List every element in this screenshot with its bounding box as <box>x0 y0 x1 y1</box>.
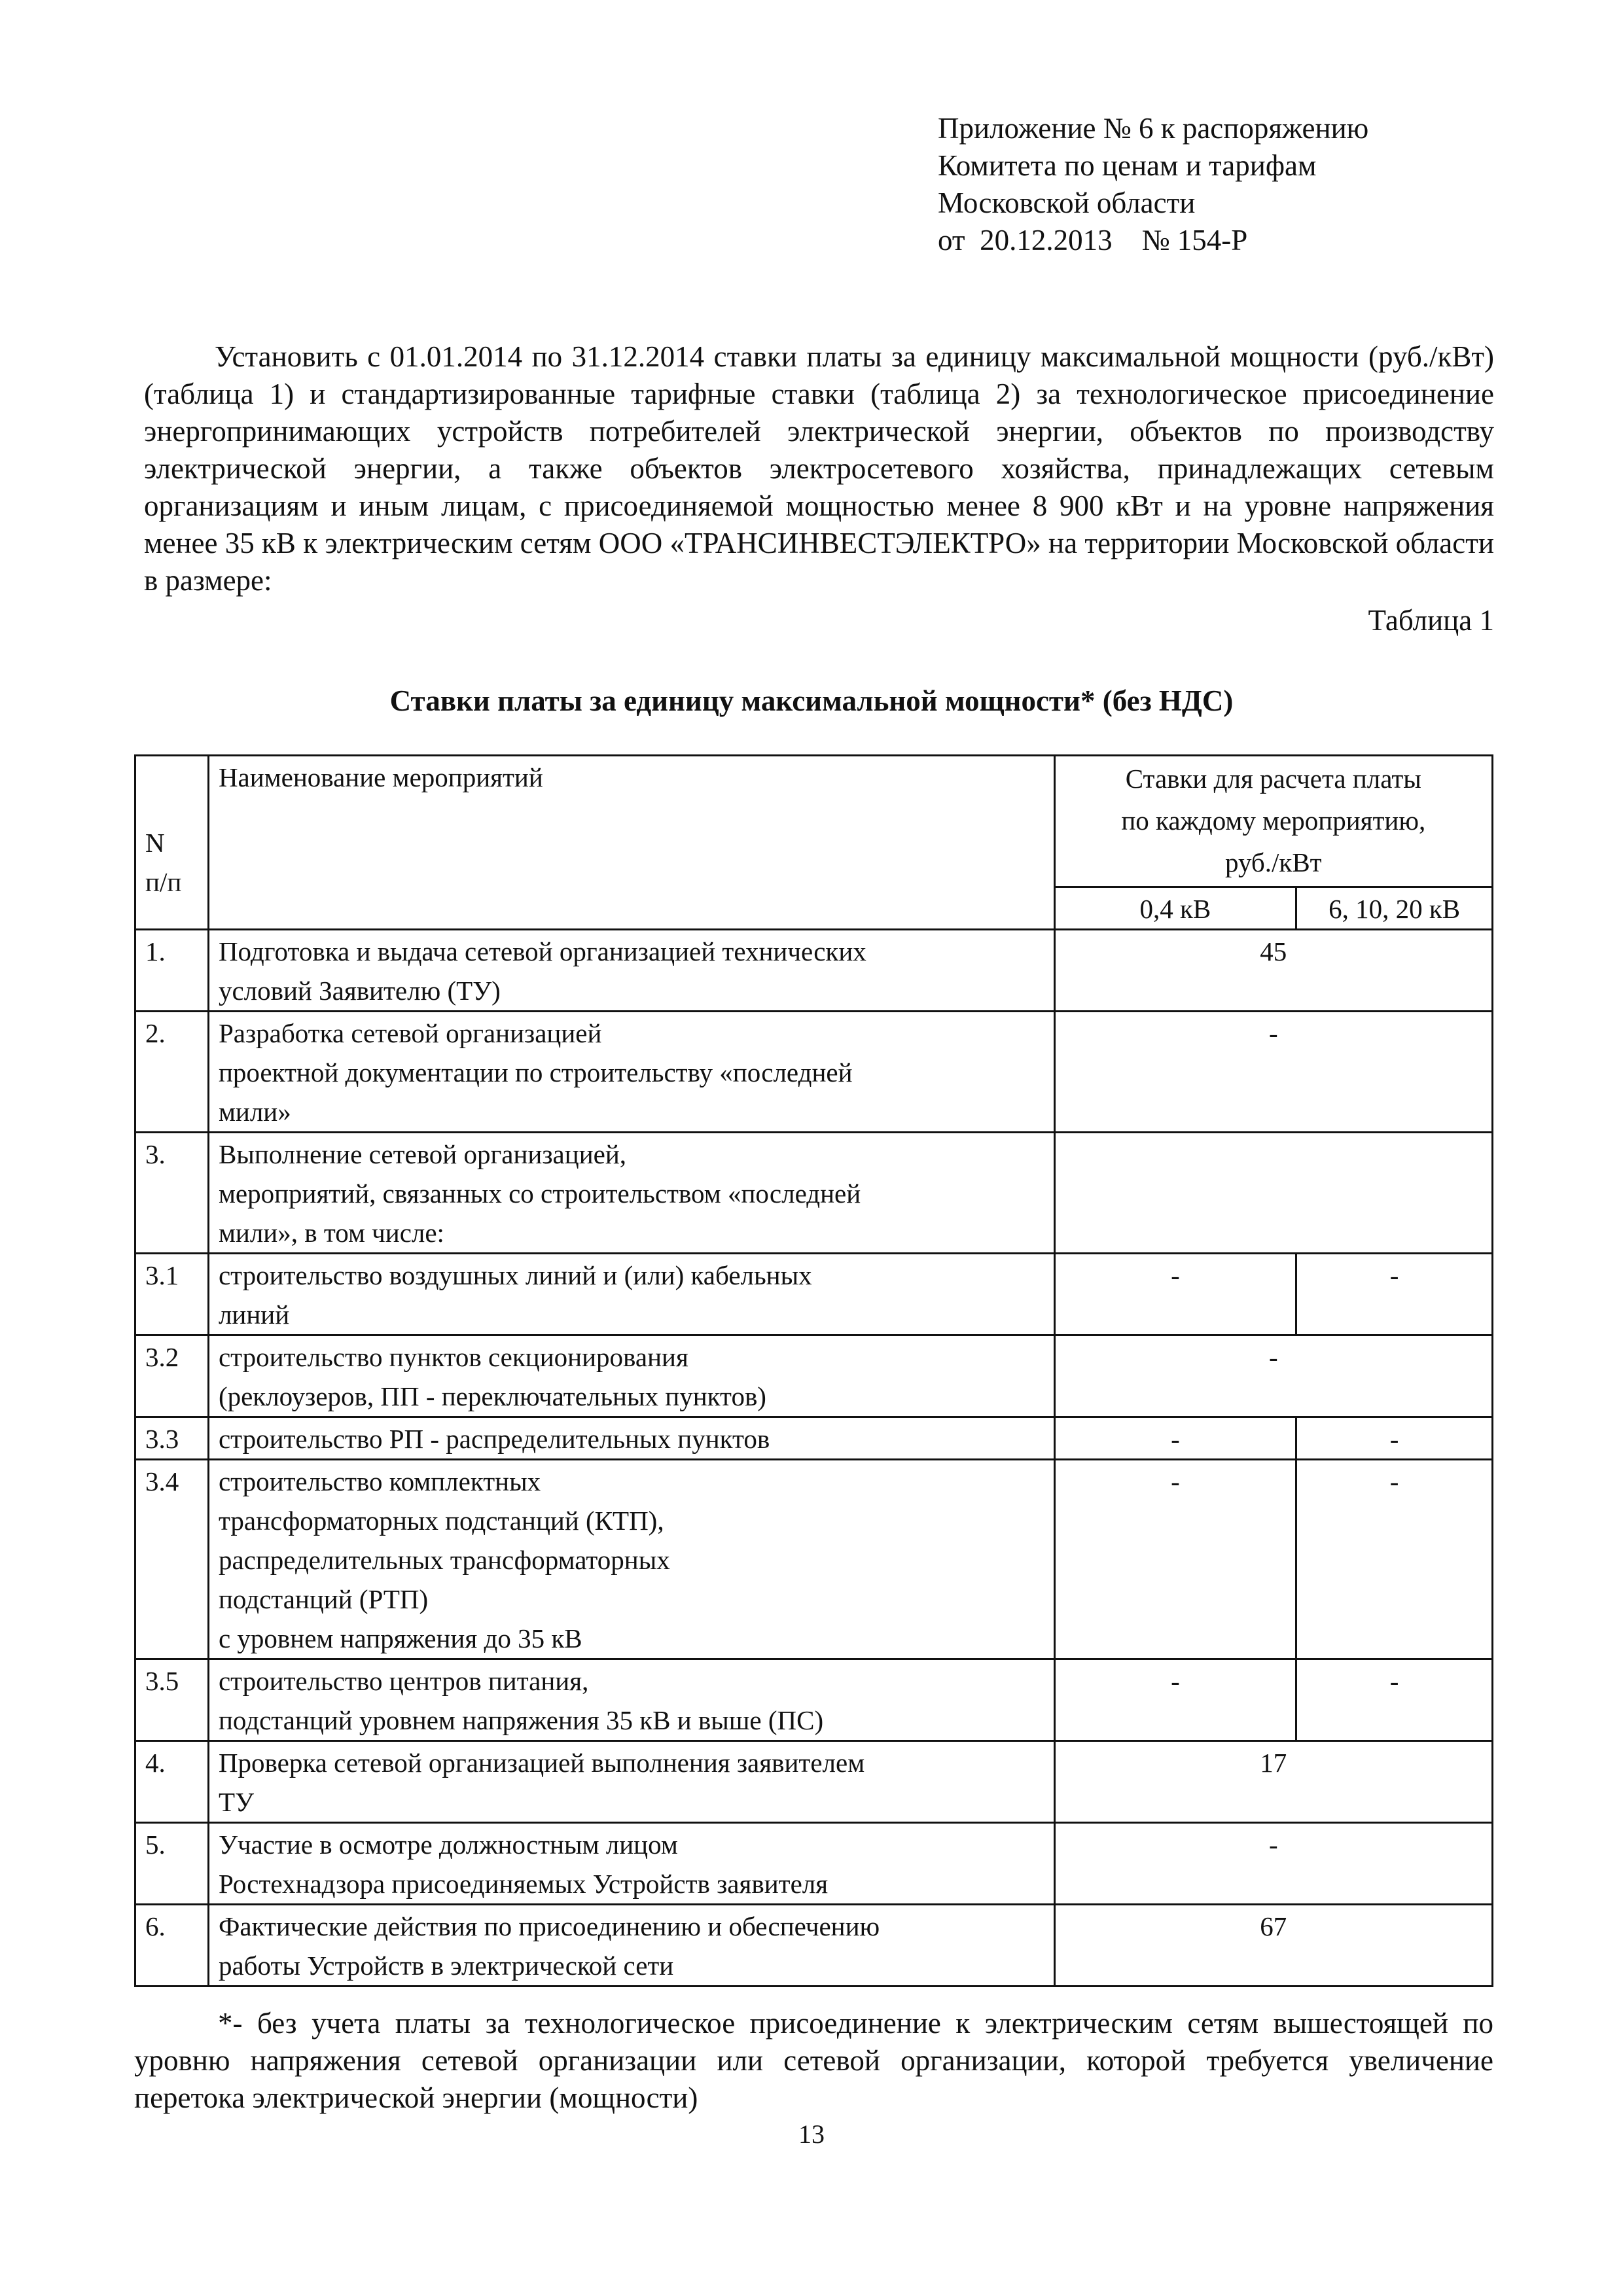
row-number: 2. <box>135 1012 209 1133</box>
row-rate-04kv: - <box>1054 1460 1296 1659</box>
table-row <box>135 1741 1493 1823</box>
table-label: Таблица 1 <box>1368 604 1494 637</box>
row-activity-name: строительство воздушных линий и (или) кабельных линий <box>208 1254 1054 1335</box>
row-number: 5. <box>135 1823 209 1905</box>
row-rate-04kv: - <box>1054 1417 1296 1460</box>
row-activity-name: Разработка сетевой организацией проектной документации по строительству «последней мили» <box>208 1012 1054 1133</box>
row-activity-name: Подготовка и выдача сетевой организацией технических условий Заявителю (ТУ) <box>208 930 1054 1012</box>
row-activity-name: Фактические действия по присоединению и обеспечению работы Устройств в электрической сети <box>208 1905 1054 1987</box>
row-rate-merged: - <box>1054 1823 1492 1905</box>
row-number: 1. <box>135 930 209 1012</box>
header-number: N п/п <box>135 756 209 930</box>
header-line: Московской области <box>938 186 1196 219</box>
row-rate-6-10-20kv: - <box>1296 1254 1493 1335</box>
row-activity-name: Выполнение сетевой организацией, мероприятий, связанных со строительством «последней мили», в том числе: <box>208 1133 1054 1254</box>
header-line: Комитета по ценам и тарифам <box>938 149 1317 182</box>
page-number: 13 <box>798 2119 825 2149</box>
appendix-header <box>938 110 1368 259</box>
row-rate-merged: - <box>1054 1335 1492 1417</box>
table-row <box>135 1254 1493 1335</box>
row-rate-merged <box>1054 1133 1492 1254</box>
row-rate-04kv: - <box>1054 1254 1296 1335</box>
table-title: Ставки платы за единицу максимальной мощности* (без НДС) <box>389 684 1234 717</box>
row-number: 3.2 <box>135 1335 209 1417</box>
rates-table <box>134 754 1493 1987</box>
row-activity-name: строительство комплектных трансформаторных подстанций (КТП), распределительных трансформаторных подстанций (РТП) с уровнем напряжения до 35 кВ <box>208 1460 1054 1659</box>
table-row <box>135 1012 1493 1133</box>
row-rate-6-10-20kv: - <box>1296 1417 1493 1460</box>
header-voltage-6-10-20: 6, 10, 20 кВ <box>1296 887 1493 930</box>
footnote: *- без учета платы за технологическое присоединение к электрическим сетям вышестоящей по уровню напряжения сетевой организации или сетевой организации, которой требуется увеличение перетока электрической энергии (мощности) <box>134 2007 1493 2114</box>
row-number: 3.1 <box>135 1254 209 1335</box>
row-activity-name: строительство пунктов секционирования (реклоузеров, ПП - переключательных пунктов) <box>208 1335 1054 1417</box>
table-row <box>135 1659 1493 1741</box>
row-activity-name: Проверка сетевой организацией выполнения заявителем ТУ <box>208 1741 1054 1823</box>
row-rate-6-10-20kv: - <box>1296 1460 1493 1659</box>
row-number: 3.4 <box>135 1460 209 1659</box>
table-row <box>135 930 1493 1012</box>
header-voltage-04: 0,4 кВ <box>1054 887 1296 930</box>
row-number: 4. <box>135 1741 209 1823</box>
header-rates: Ставки для расчета платы по каждому мероприятию, руб./кВт <box>1054 756 1492 887</box>
table-row <box>135 1460 1493 1659</box>
row-rate-6-10-20kv: - <box>1296 1659 1493 1741</box>
row-activity-name: Участие в осмотре должностным лицом Ростехнадзора присоединяемых Устройств заявителя <box>208 1823 1054 1905</box>
table-row <box>135 1417 1493 1460</box>
row-number: 3.3 <box>135 1417 209 1460</box>
intro-paragraph: Установить с 01.01.2014 по 31.12.2014 ставки платы за единицу максимальной мощности (руб./кВт) (таблица 1) и стандартизированные тарифные ставки (таблица 2) за технологическое присоединение энергопринимающих устройств потребителей электрической энергии, объектов по производству электрической энергии, а также объектов электросетевого хозяйства, принадлежащих сетевым организациям и иным лицам, с присоединяемой мощностью менее 8 900 кВт и на уровне напряжения менее 35 кВ к электрическим сетям ООО «ТРАНСИНВЕСТЭЛЕКТРО» на территории Московской области в размере: <box>144 340 1494 597</box>
row-rate-merged: 67 <box>1054 1905 1492 1987</box>
header-name: Наименование мероприятий <box>208 756 1054 930</box>
row-number: 3. <box>135 1133 209 1254</box>
table-row <box>135 1823 1493 1905</box>
table-row <box>135 1335 1493 1417</box>
row-rate-merged: - <box>1054 1012 1492 1133</box>
table-row <box>135 1905 1493 1987</box>
row-rate-04kv: - <box>1054 1659 1296 1741</box>
row-rate-merged: 17 <box>1054 1741 1492 1823</box>
row-number: 6. <box>135 1905 209 1987</box>
header-line: Приложение № 6 к распоряжению <box>938 112 1369 145</box>
row-activity-name: строительство центров питания, подстанций уровнем напряжения 35 кВ и выше (ПС) <box>208 1659 1054 1741</box>
table-header-row <box>135 756 1493 887</box>
table-row <box>135 1133 1493 1254</box>
row-number: 3.5 <box>135 1659 209 1741</box>
row-activity-name: строительство РП - распределительных пунктов <box>208 1417 1054 1460</box>
header-line: от 20.12.2013 № 154-Р <box>938 224 1248 256</box>
row-rate-merged: 45 <box>1054 930 1492 1012</box>
